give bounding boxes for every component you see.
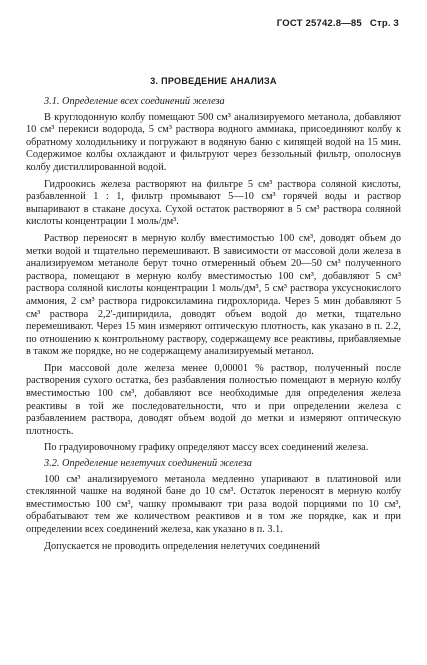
standard-number: ГОСТ 25742.8—85	[276, 18, 362, 29]
section-title: 3. ПРОВЕДЕНИЕ АНАЛИЗА	[150, 76, 277, 86]
page-header	[277, 18, 399, 29]
paragraph: Раствор переносят в мерную колбу вместимостью 100 см³, доводят объем до метки водой и тщательно перемешивают. В зависимости от массовой доли железа в анализируемом метаноле берут точно отмеренный объем 20—50 см³ полученного раствора, помещают в мерную колбу вместимостью 100 см³, добавляют 5 см³ раствора соляной кислоты концентрации 1 моль/дм³, 5 см³ раствора уксуснокислого аммония, 2 см³ раствора гидроксиламина гидрохлорида. Через 5 мин добавляют 5 см³ раствора 2,2'-дипиридила, доводят объем водой до метки, тщательно перемешивают. Через 15 мин измеряют оптическую плотность, как указано в п. 2.2, по отношению к контрольному раствору, содержащему все реактивы, прибавляемые в таком же порядке, но не содержащему анализируемый метанол.	[26, 232, 401, 358]
document-body	[26, 96, 401, 557]
paragraph: В круглодонную колбу помещают 500 см³ анализируемого метанола, добавляют 10 см³ перекиси водорода, 5 см³ раствора водного аммиака, присоединяют колбу к обратному холодильнику и погружают в водяную баню с кипящей водой на 15 мин. Содержимое колбы охлаждают и фильтруют через беззольный фильтр, ополоснув колбу дистиллированной водой.	[26, 111, 401, 173]
subsection-heading-3-2: 3.2. Определение нелетучих соединений железа	[44, 458, 252, 470]
paragraph: При массовой доле железа менее 0,00001 % раствор, полученный после растворения сухого остатка, без разбавления полностью помещают в мерную колбу вместимостью 100 см³, добавляют все необходимые для определения железа реактивы в той же последовательности, что и при определении железа с разбавлением раствора, доводят объем водой до метки и измеряют оптическую плотность.	[26, 362, 401, 437]
paragraph: 100 см³ анализируемого метанола медленно упаривают в платиновой или стеклянной чашке на водяной бане до 10 см³. Остаток переносят в мерную колбу вместимостью 100 см³, чашку промывают три раза водой порциями по 10 см³, обрабатывают тем же количеством реактивов и в том же порядке, как и при определении всех соединений железа, как указано в п. 3.1.	[26, 473, 401, 535]
subsection-heading-3-1: 3.1. Определение всех соединений железа	[44, 96, 225, 107]
paragraph: По градуировочному графику определяют массу всех соединений железа.	[44, 442, 369, 454]
paragraph: Гидроокись железа растворяют на фильтре 5 см³ раствора соляной кислоты, разбавленной 1 : 1, фильтр промывают 5—10 см³ горячей воды и раствор выпаривают в стакане досуха. Сухой остаток растворяют в 5 см³ раствора соляной кислоты концентрации 1 моль/дм³.	[26, 178, 401, 228]
paragraph: Допускается не проводить определения нелетучих соединений	[44, 540, 320, 552]
page-number: Стр. 3	[369, 18, 399, 29]
